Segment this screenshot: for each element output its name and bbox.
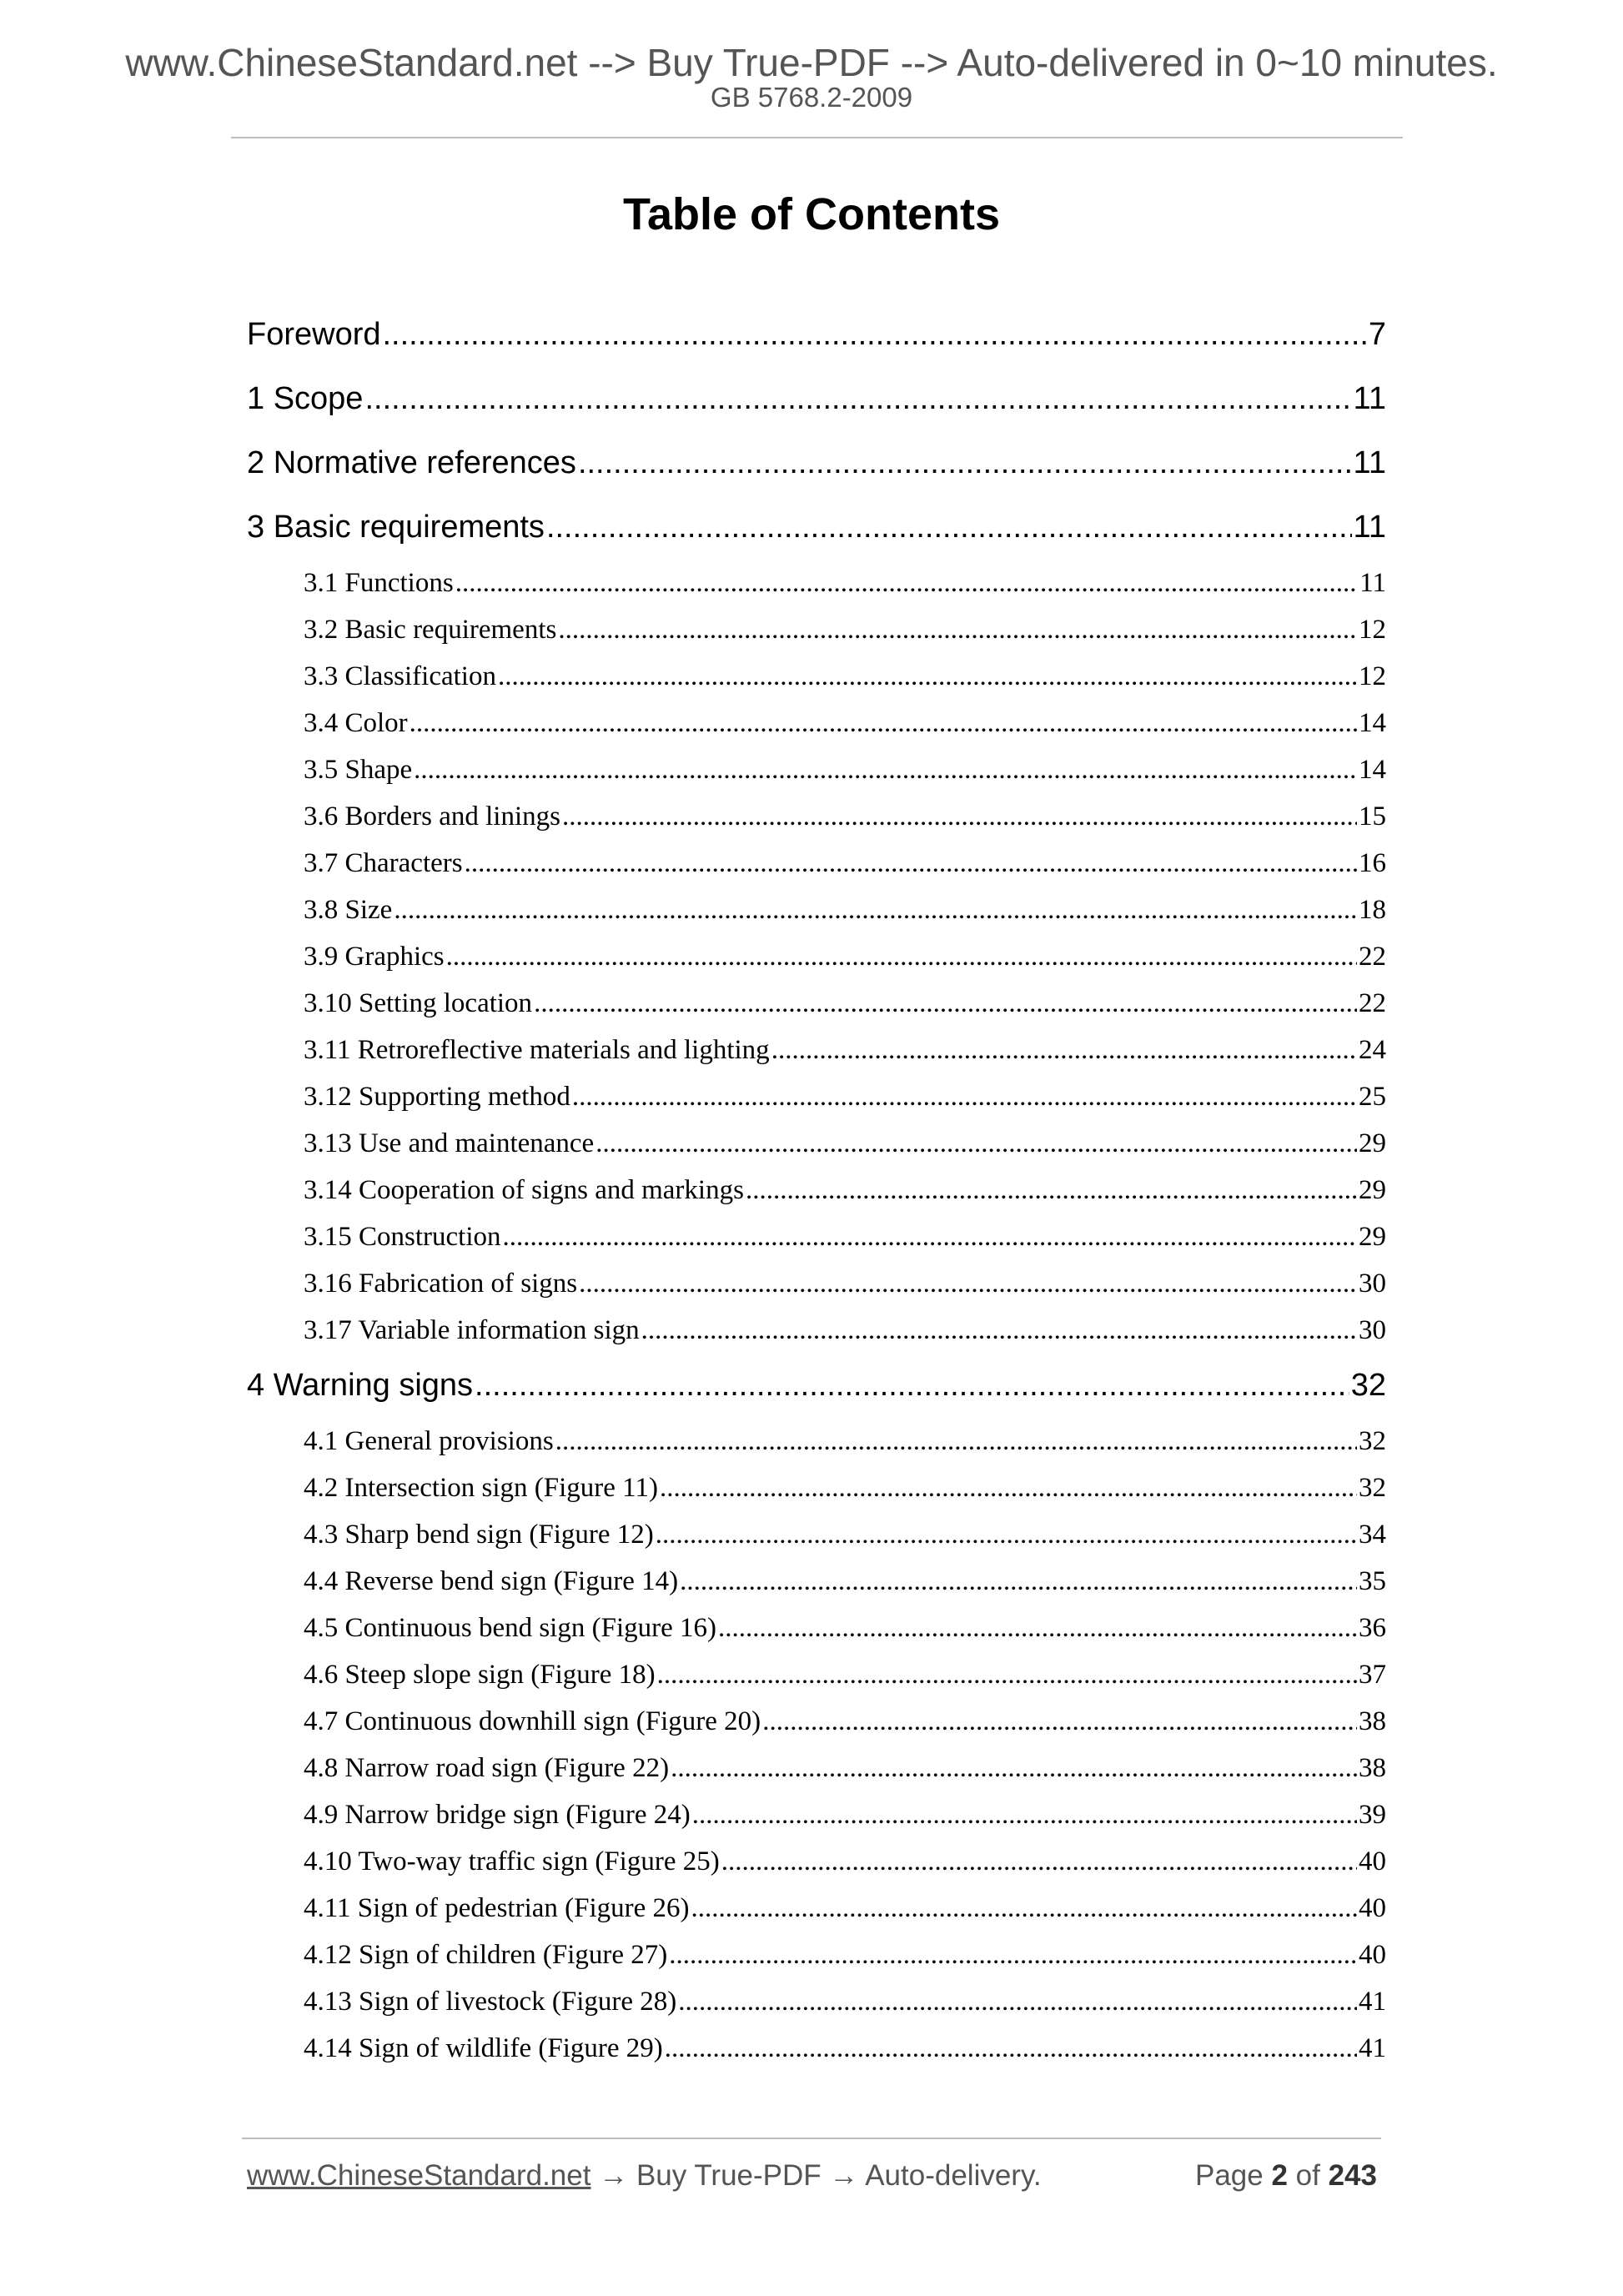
toc-entry-title: 2 Normative references (247, 445, 576, 480)
toc-dot-leader (691, 1885, 1357, 1932)
page-title: Table of Contents (623, 189, 1000, 239)
toc-entry-page: 11 (1353, 445, 1386, 480)
toc-entry[interactable] (247, 653, 1386, 700)
toc-entry-page: 41 (1359, 1987, 1386, 2017)
table-of-contents (247, 303, 1386, 2072)
toc-entry-title: 3.7 Characters (304, 848, 463, 878)
toc-dot-leader (579, 1260, 1357, 1307)
toc-dot-leader (721, 1838, 1357, 1885)
toc-entry-title: 3 Basic requirements (247, 510, 545, 545)
total-pages: 243 (1328, 2159, 1377, 2192)
toc-entry-page: 32 (1350, 1368, 1386, 1403)
toc-entry-page: 30 (1359, 1315, 1386, 1345)
toc-entry-page: 15 (1359, 801, 1386, 831)
toc-entry[interactable] (247, 1932, 1386, 1978)
toc-dot-leader (665, 2025, 1357, 2072)
toc-dot-leader (558, 606, 1357, 653)
toc-entry[interactable] (247, 1885, 1386, 1932)
toc-entry[interactable] (247, 1354, 1386, 1418)
toc-entry[interactable] (247, 933, 1386, 980)
arrow-right-icon: → (829, 2159, 859, 2192)
footer-divider (242, 2138, 1381, 2139)
toc-entry-page: 35 (1359, 1566, 1386, 1596)
toc-entry-page: 40 (1359, 1846, 1386, 1876)
header-banner: www.ChineseStandard.net --> Buy True-PDF --> Auto-delivered in 0~10 minutes. (125, 41, 1498, 84)
footer-site-link[interactable]: www.ChineseStandard.net (247, 2159, 591, 2192)
toc-entry-page: 11 (1359, 568, 1386, 598)
toc-entry-title: 3.17 Variable information sign (304, 1315, 640, 1345)
toc-entry[interactable] (247, 700, 1386, 746)
toc-dot-leader (657, 1651, 1357, 1698)
toc-entry-page: 24 (1359, 1035, 1386, 1065)
toc-entry[interactable] (247, 1791, 1386, 1838)
toc-entry[interactable] (247, 606, 1386, 653)
toc-dot-leader (771, 1027, 1357, 1073)
page-label: Page (1194, 2159, 1264, 2192)
page-indicator (1195, 2158, 1377, 2193)
standard-number: GB 5768.2-2009 (710, 82, 913, 113)
toc-entry-page: 29 (1359, 1175, 1386, 1205)
toc-entry-page: 11 (1353, 381, 1386, 416)
toc-entry-title: 4.6 Steep slope sign (Figure 18) (304, 1660, 656, 1690)
toc-entry[interactable] (247, 2025, 1386, 2072)
toc-entry-page: 39 (1359, 1800, 1386, 1830)
toc-entry-title: 4.10 Two-way traffic sign (Figure 25) (304, 1846, 720, 1876)
toc-entry[interactable] (247, 431, 1386, 495)
toc-entry[interactable] (247, 1698, 1386, 1745)
toc-entry-title: 3.5 Shape (304, 755, 413, 785)
toc-dot-leader (410, 700, 1357, 746)
toc-dot-leader (446, 933, 1357, 980)
toc-entry-page: 29 (1359, 1222, 1386, 1252)
toc-entry-page: 32 (1359, 1473, 1386, 1503)
toc-dot-leader (692, 1791, 1357, 1838)
toc-entry-page: 7 (1368, 317, 1386, 352)
toc-entry-title: 3.2 Basic requirements (304, 615, 557, 645)
toc-entry[interactable] (247, 1978, 1386, 2025)
toc-entry[interactable] (247, 1838, 1386, 1885)
toc-entry-title: 4.2 Intersection sign (Figure 11) (304, 1473, 658, 1503)
toc-entry-title: 3.9 Graphics (304, 942, 445, 972)
toc-entry-page: 40 (1359, 1893, 1386, 1923)
toc-entry-page: 38 (1359, 1753, 1386, 1783)
footer-buy-text: Buy True-PDF (636, 2159, 822, 2192)
toc-entry[interactable] (247, 303, 1386, 367)
toc-entry-title: 4.7 Continuous downhill sign (Figure 20) (304, 1706, 761, 1736)
toc-dot-leader (660, 1465, 1357, 1511)
toc-entry[interactable] (247, 887, 1386, 933)
header-divider (231, 137, 1403, 138)
toc-entry-page: 16 (1359, 848, 1386, 878)
toc-entry-title: 4.8 Narrow road sign (Figure 22) (304, 1753, 670, 1783)
toc-entry[interactable] (247, 1511, 1386, 1558)
toc-entry[interactable] (247, 840, 1386, 887)
toc-entry[interactable] (247, 1027, 1386, 1073)
toc-entry-title: 4.13 Sign of livestock (Figure 28) (304, 1987, 677, 2017)
toc-entry-title: 3.16 Fabrication of signs (304, 1269, 578, 1299)
toc-entry-title: 3.11 Retroreflective materials and lighting (304, 1035, 770, 1065)
toc-entry[interactable] (247, 1260, 1386, 1307)
toc-entry-title: 4.12 Sign of children (Figure 27) (304, 1940, 668, 1970)
toc-entry-title: 3.12 Supporting method (304, 1082, 570, 1112)
toc-dot-leader (746, 1167, 1357, 1213)
toc-entry-title: 3.13 Use and maintenance (304, 1128, 595, 1158)
toc-dot-leader (678, 1978, 1357, 2025)
toc-entry-page: 14 (1359, 708, 1386, 738)
toc-dot-leader (562, 793, 1357, 840)
toc-entry-title: 4.14 Sign of wildlife (Figure 29) (304, 2033, 663, 2063)
toc-entry-title: 4.4 Reverse bend sign (Figure 14) (304, 1566, 679, 1596)
toc-dot-leader (718, 1605, 1357, 1651)
toc-dot-leader (578, 431, 1352, 495)
toc-dot-leader (595, 1120, 1357, 1167)
toc-entry-page: 25 (1359, 1082, 1386, 1112)
toc-entry-title: 3.3 Classification (304, 661, 496, 691)
toc-dot-leader (455, 560, 1359, 606)
toc-dot-leader (414, 746, 1357, 793)
of-label: of (1295, 2159, 1320, 2192)
toc-entry-page: 37 (1359, 1660, 1386, 1690)
toc-dot-leader (572, 1073, 1357, 1120)
toc-entry-title: 3.15 Construction (304, 1222, 501, 1252)
toc-dot-leader (656, 1511, 1357, 1558)
toc-dot-leader (669, 1932, 1357, 1978)
toc-entry-page: 29 (1359, 1128, 1386, 1158)
arrow-right-icon: → (599, 2159, 629, 2192)
toc-entry[interactable] (247, 1558, 1386, 1605)
toc-entry-page: 38 (1359, 1706, 1386, 1736)
toc-entry-title: Foreword (247, 317, 381, 352)
toc-dot-leader (546, 495, 1352, 560)
toc-entry-title: 3.6 Borders and linings (304, 801, 560, 831)
toc-entry-page: 36 (1359, 1613, 1386, 1643)
toc-entry[interactable] (247, 560, 1386, 606)
toc-entry-title: 4.3 Sharp bend sign (Figure 12) (304, 1520, 654, 1550)
toc-entry-title: 3.1 Functions (304, 568, 454, 598)
toc-entry[interactable] (247, 1605, 1386, 1651)
page-footer (247, 2158, 1377, 2193)
toc-dot-leader (364, 367, 1351, 431)
footer-left (247, 2158, 1042, 2193)
toc-entry[interactable] (247, 1465, 1386, 1511)
toc-entry-title: 4.5 Continuous bend sign (Figure 16) (304, 1613, 716, 1643)
toc-entry-page: 30 (1359, 1269, 1386, 1299)
toc-entry-page: 32 (1359, 1426, 1386, 1456)
toc-entry-page: 34 (1359, 1520, 1386, 1550)
toc-entry[interactable] (247, 495, 1386, 560)
toc-dot-leader (641, 1307, 1357, 1354)
toc-entry-title: 1 Scope (247, 381, 364, 416)
toc-entry-title: 4.9 Narrow bridge sign (Figure 24) (304, 1800, 691, 1830)
toc-entry[interactable] (247, 367, 1386, 431)
toc-dot-leader (555, 1418, 1357, 1465)
toc-dot-leader (498, 653, 1357, 700)
toc-dot-leader (503, 1213, 1358, 1260)
toc-entry-page: 14 (1359, 755, 1386, 785)
toc-entry-title: 4.1 General provisions (304, 1426, 554, 1456)
toc-entry[interactable] (247, 1307, 1386, 1354)
toc-entry-page: 22 (1359, 988, 1386, 1018)
toc-entry[interactable] (247, 1120, 1386, 1167)
toc-dot-leader (534, 980, 1357, 1027)
toc-entry[interactable] (247, 1213, 1386, 1260)
toc-entry-page: 11 (1353, 510, 1386, 545)
toc-entry[interactable] (247, 793, 1386, 840)
toc-entry-title: 4 Warning signs (247, 1368, 474, 1403)
toc-entry-page: 22 (1359, 942, 1386, 972)
toc-entry-title: 3.14 Cooperation of signs and markings (304, 1175, 744, 1205)
toc-entry[interactable] (247, 980, 1386, 1027)
page-number: 2 (1271, 2159, 1288, 2192)
toc-dot-leader (671, 1745, 1357, 1791)
toc-entry[interactable] (247, 1745, 1386, 1791)
toc-entry-title: 3.10 Setting location (304, 988, 533, 1018)
toc-entry[interactable] (247, 746, 1386, 793)
toc-dot-leader (762, 1698, 1357, 1745)
toc-entry-page: 40 (1359, 1940, 1386, 1970)
toc-entry-page: 12 (1359, 661, 1386, 691)
toc-entry-title: 3.8 Size (304, 895, 393, 925)
toc-entry[interactable] (247, 1651, 1386, 1698)
toc-dot-leader (383, 303, 1367, 367)
toc-dot-leader (465, 840, 1357, 887)
toc-entry-page: 41 (1359, 2033, 1386, 2063)
toc-entry[interactable] (247, 1418, 1386, 1465)
toc-dot-leader (394, 887, 1357, 933)
toc-entry-title: 4.11 Sign of pedestrian (Figure 26) (304, 1893, 690, 1923)
toc-dot-leader (475, 1354, 1349, 1418)
toc-entry-title: 3.4 Color (304, 708, 408, 738)
toc-entry-page: 18 (1359, 895, 1386, 925)
toc-entry[interactable] (247, 1167, 1386, 1213)
toc-entry-page: 12 (1359, 615, 1386, 645)
toc-dot-leader (680, 1558, 1357, 1605)
footer-delivery-text: Auto-delivery. (865, 2159, 1042, 2192)
toc-entry[interactable] (247, 1073, 1386, 1120)
